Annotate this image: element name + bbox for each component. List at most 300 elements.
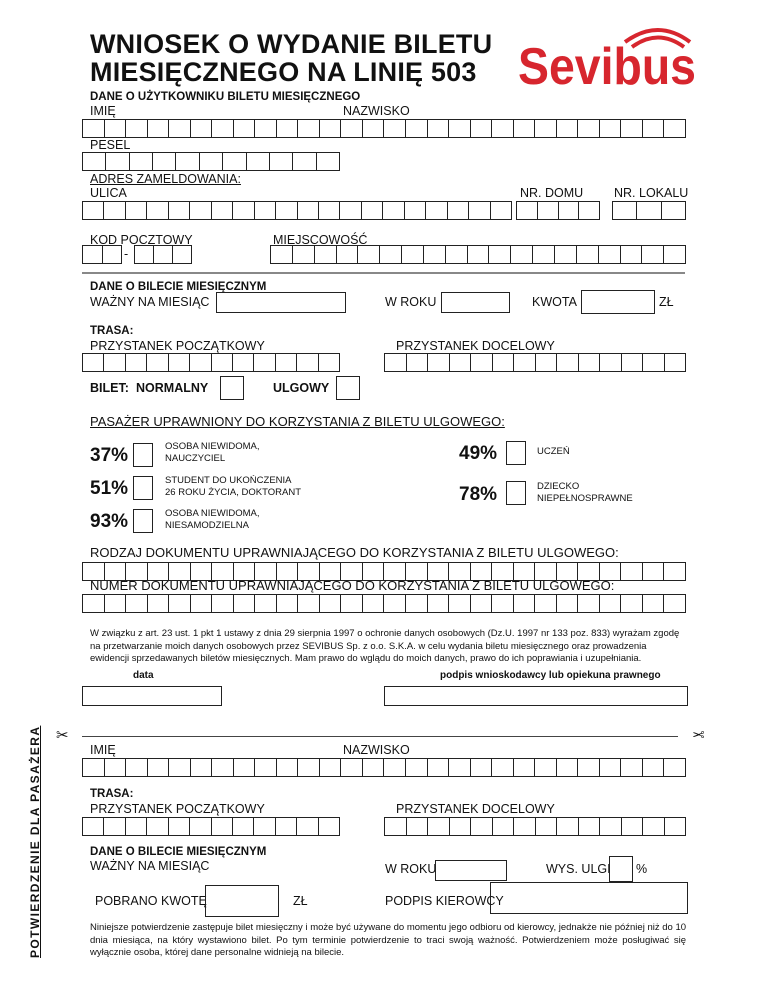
- input-cell[interactable]: [212, 120, 234, 137]
- input-cell[interactable]: [191, 120, 213, 137]
- input-cell[interactable]: [471, 595, 493, 612]
- input-cell[interactable]: [298, 202, 319, 219]
- input-cell[interactable]: [600, 595, 622, 612]
- input-cell[interactable]: [383, 202, 404, 219]
- discount-49-line1: UCZEŃ: [537, 446, 570, 457]
- input-cell[interactable]: [448, 202, 469, 219]
- input-cell[interactable]: [579, 202, 599, 219]
- input-cell[interactable]: [254, 354, 275, 371]
- input-cell[interactable]: [135, 246, 154, 263]
- input-cell[interactable]: [363, 759, 385, 776]
- input-cell[interactable]: [340, 202, 361, 219]
- input-cell[interactable]: [320, 595, 342, 612]
- input-cell[interactable]: [105, 120, 127, 137]
- date-input[interactable]: [82, 686, 222, 706]
- discount-37-line2: NAUCZYCIEL: [165, 453, 226, 464]
- input-cell[interactable]: [319, 354, 339, 371]
- discount-93-line2: NIESAMODZIELNA: [165, 520, 249, 531]
- discount-93-checkbox[interactable]: [133, 509, 153, 533]
- input-cell[interactable]: [126, 120, 148, 137]
- valid-month-label: WAŻNY NA MIESIĄC: [90, 295, 210, 309]
- input-cell[interactable]: [469, 202, 490, 219]
- input-cell[interactable]: [212, 354, 233, 371]
- input-cell[interactable]: [341, 120, 363, 137]
- street-input-cells[interactable]: [82, 201, 512, 220]
- input-cell[interactable]: [621, 246, 643, 263]
- input-cell[interactable]: [492, 759, 514, 776]
- input-cell[interactable]: [621, 563, 643, 580]
- input-cell[interactable]: [271, 246, 293, 263]
- input-cell[interactable]: [83, 153, 106, 170]
- input-cell[interactable]: [153, 153, 176, 170]
- last-name-label: NAZWISKO: [343, 104, 410, 118]
- input-cell[interactable]: [126, 202, 147, 219]
- input-cell[interactable]: [147, 818, 168, 835]
- driver-signature-label: PODPIS KIEROWCY: [385, 894, 504, 908]
- input-cell[interactable]: [385, 818, 407, 835]
- input-cell[interactable]: [557, 759, 579, 776]
- input-cell[interactable]: [600, 818, 622, 835]
- confirm-name-input-cells[interactable]: [82, 758, 686, 777]
- city-input-cells[interactable]: [270, 245, 686, 264]
- discount-93-line1: OSOBA NIEWIDOMA,: [165, 508, 260, 519]
- input-cell[interactable]: [362, 202, 383, 219]
- input-cell[interactable]: [536, 354, 558, 371]
- address-label: ADRES ZAMELDOWANIA:: [90, 172, 241, 186]
- input-cell[interactable]: [557, 818, 579, 835]
- input-cell[interactable]: [557, 120, 579, 137]
- input-cell[interactable]: [130, 153, 153, 170]
- scissors-icon: ✂: [56, 727, 69, 744]
- input-cell[interactable]: [320, 120, 342, 137]
- house-number-label: NR. DOMU: [520, 186, 584, 200]
- input-cell[interactable]: [319, 818, 339, 835]
- pesel-label: PESEL: [90, 138, 131, 152]
- input-cell[interactable]: [643, 759, 665, 776]
- input-cell[interactable]: [169, 354, 190, 371]
- sevibus-logo: [518, 22, 698, 92]
- input-cell[interactable]: [126, 818, 147, 835]
- consent-text: W związku z art. 23 ust. 1 pkt 1 ustawy z dnia 29 sierpnia 1997 o ochronie danych osobowych (Dz.U. 1997 nr 133 poz. 833) wyrażam zgodę na przetwarzanie moich danych osobowych przez SEVIBUS Sp. z o.o. S.K.A. w celu wydania biletu miesięcznego oraz prowadzenia ewidencji sprzedawanych biletów miesięcznych. Mam prawo do wglądu do moich danych, prawo do ich poprawiania i uzupełniania.: [90, 628, 680, 664]
- discount-78-percent: 78%: [459, 484, 498, 505]
- input-cell[interactable]: [664, 120, 685, 137]
- input-cell[interactable]: [277, 595, 299, 612]
- confirmation-footer-text: Niniejsze potwierdzenie zastępuje bilet miesięczny i może być używane do momentu jego odbioru od kierowcy, jednakże nie później niż do 10 dnia miesiąca, na który wystawiono bilet. Po tym terminie potwierdzenie to traci swoją ważność. Potwierdzeniem może posługiwać się wyłącznie osoba, której dane personalne widnieją na bilecie.: [90, 922, 687, 958]
- input-cell[interactable]: [247, 153, 270, 170]
- confirm-year-input[interactable]: [435, 860, 507, 881]
- input-cell[interactable]: [380, 246, 402, 263]
- input-cell[interactable]: [535, 759, 557, 776]
- input-cell[interactable]: [664, 246, 685, 263]
- input-cell[interactable]: [600, 759, 622, 776]
- input-cell[interactable]: [83, 354, 104, 371]
- input-cell[interactable]: [169, 818, 190, 835]
- input-cell[interactable]: [384, 120, 406, 137]
- input-cell[interactable]: [83, 246, 103, 263]
- input-cell[interactable]: [517, 202, 538, 219]
- input-cell[interactable]: [471, 759, 493, 776]
- input-cell[interactable]: [126, 759, 148, 776]
- input-cell[interactable]: [255, 120, 277, 137]
- postal-code-dash: -: [124, 247, 129, 261]
- postal-code-input-cells-a[interactable]: [82, 245, 122, 264]
- input-cell[interactable]: [169, 759, 191, 776]
- input-cell[interactable]: [276, 202, 297, 219]
- input-cell[interactable]: [270, 153, 293, 170]
- input-cell[interactable]: [599, 246, 621, 263]
- input-cell[interactable]: [105, 595, 127, 612]
- input-cell[interactable]: [664, 759, 685, 776]
- input-cell[interactable]: [297, 818, 318, 835]
- form-title: [90, 30, 492, 86]
- input-cell[interactable]: [212, 818, 233, 835]
- input-cell[interactable]: [406, 595, 428, 612]
- input-cell[interactable]: [212, 595, 234, 612]
- input-cell[interactable]: [665, 354, 686, 371]
- amount-collected-input[interactable]: [205, 885, 279, 917]
- input-cell[interactable]: [191, 595, 213, 612]
- input-cell[interactable]: [643, 120, 665, 137]
- input-cell[interactable]: [315, 246, 337, 263]
- document-type-label: RODZAJ DOKUMENTU UPRAWNIAJĄCEGO DO KORZYSTANIA Z BILETU ULGOWEGO:: [90, 545, 619, 560]
- input-cell[interactable]: [535, 120, 557, 137]
- eligible-heading: PASAŻER UPRAWNIONY DO KORZYSTANIA Z BILETU ULGOWEGO:: [90, 414, 505, 429]
- input-cell[interactable]: [212, 759, 234, 776]
- confirm-start-stop-input-cells[interactable]: [82, 817, 340, 836]
- input-cell[interactable]: [535, 595, 557, 612]
- input-cell[interactable]: [169, 120, 191, 137]
- valid-month-input[interactable]: [216, 292, 346, 313]
- input-cell[interactable]: [471, 818, 493, 835]
- input-cell[interactable]: [579, 818, 601, 835]
- input-cell[interactable]: [255, 595, 277, 612]
- input-cell[interactable]: [449, 120, 471, 137]
- input-cell[interactable]: [577, 246, 599, 263]
- confirm-first-name-label: IMIĘ: [90, 743, 116, 757]
- brand-name: Sevibus: [518, 38, 696, 92]
- discount-51-line2: 26 ROKU ŻYCIA, DOKTORANT: [165, 487, 302, 498]
- input-cell[interactable]: [83, 595, 105, 612]
- input-cell[interactable]: [533, 246, 555, 263]
- normal-ticket-checkbox[interactable]: [220, 376, 244, 400]
- input-cell[interactable]: [233, 202, 254, 219]
- input-cell[interactable]: [255, 759, 277, 776]
- input-cell[interactable]: [212, 202, 233, 219]
- input-cell[interactable]: [407, 818, 429, 835]
- input-cell[interactable]: [600, 354, 622, 371]
- input-cell[interactable]: [514, 759, 536, 776]
- input-cell[interactable]: [234, 595, 256, 612]
- discount-level-input[interactable]: [609, 856, 633, 882]
- input-cell[interactable]: [492, 595, 514, 612]
- input-cell[interactable]: [234, 120, 256, 137]
- currency-label: ZŁ: [659, 295, 674, 309]
- input-cell[interactable]: [277, 120, 299, 137]
- input-cell[interactable]: [190, 202, 211, 219]
- input-cell[interactable]: [468, 246, 490, 263]
- input-cell[interactable]: [428, 595, 450, 612]
- input-cell[interactable]: [148, 595, 170, 612]
- input-cell[interactable]: [173, 246, 191, 263]
- year-input[interactable]: [441, 292, 510, 313]
- input-cell[interactable]: [405, 202, 426, 219]
- input-cell[interactable]: [363, 595, 385, 612]
- input-cell[interactable]: [276, 354, 297, 371]
- input-cell[interactable]: [148, 759, 170, 776]
- name-input-cells[interactable]: [82, 119, 686, 138]
- start-stop-input-cells[interactable]: [82, 353, 340, 372]
- signature-label: podpis wnioskodawcy lub opiekuna prawnego: [440, 670, 661, 681]
- input-cell[interactable]: [83, 120, 105, 137]
- confirm-end-stop-input-cells[interactable]: [384, 817, 686, 836]
- input-cell[interactable]: [277, 759, 299, 776]
- discount-51-line1: STUDENT DO UKOŃCZENIA: [165, 475, 292, 486]
- document-number-input-cells[interactable]: [82, 594, 686, 613]
- user-section-heading: DANE O UŻYTKOWNIKU BILETU MIESIĘCZNEGO: [90, 91, 361, 103]
- input-cell[interactable]: [406, 120, 428, 137]
- section-divider: [82, 272, 685, 274]
- pesel-input-cells[interactable]: [82, 152, 340, 171]
- discount-level-label: WYS. ULGI: [546, 862, 611, 876]
- input-cell[interactable]: [276, 818, 297, 835]
- input-cell[interactable]: [104, 354, 125, 371]
- amount-label: KWOTA: [532, 295, 577, 309]
- confirm-ticket-heading: DANE O BILECIE MIESIĘCZNYM: [90, 846, 267, 858]
- input-cell[interactable]: [234, 759, 256, 776]
- input-cell[interactable]: [297, 354, 318, 371]
- start-stop-label: PRZYSTANEK POCZĄTKOWY: [90, 339, 265, 353]
- input-cell[interactable]: [293, 246, 315, 263]
- passenger-confirmation-label: POTWIERDZENIE DLA PASAŻERA: [28, 725, 42, 958]
- input-cell[interactable]: [406, 759, 428, 776]
- confirm-year-label: W ROKU: [385, 862, 437, 876]
- confirm-route-heading: TRASA:: [90, 788, 134, 800]
- input-cell[interactable]: [622, 818, 644, 835]
- driver-signature-input[interactable]: [490, 882, 688, 914]
- postal-code-label: KOD POCZTOWY: [90, 233, 193, 247]
- discount-49-checkbox[interactable]: [506, 441, 526, 465]
- house-number-input-cells[interactable]: [516, 201, 600, 220]
- input-cell[interactable]: [169, 595, 191, 612]
- input-cell[interactable]: [557, 595, 579, 612]
- discount-51-checkbox[interactable]: [133, 476, 153, 500]
- cut-line: [82, 736, 678, 737]
- input-cell[interactable]: [298, 595, 320, 612]
- input-cell[interactable]: [578, 120, 600, 137]
- input-cell[interactable]: [200, 153, 223, 170]
- input-cell[interactable]: [514, 354, 536, 371]
- input-cell[interactable]: [622, 354, 644, 371]
- input-cell[interactable]: [642, 246, 664, 263]
- input-cell[interactable]: [555, 246, 577, 263]
- reduced-ticket-label: ULGOWY: [273, 381, 330, 395]
- input-cell[interactable]: [446, 246, 468, 263]
- input-cell[interactable]: [293, 153, 316, 170]
- input-cell[interactable]: [637, 202, 661, 219]
- input-cell[interactable]: [489, 246, 511, 263]
- input-cell[interactable]: [385, 354, 407, 371]
- input-cell[interactable]: [298, 120, 320, 137]
- input-cell[interactable]: [428, 818, 450, 835]
- input-cell[interactable]: [665, 818, 686, 835]
- input-cell[interactable]: [104, 818, 125, 835]
- input-cell[interactable]: [103, 246, 122, 263]
- input-cell[interactable]: [341, 595, 363, 612]
- input-cell[interactable]: [191, 759, 213, 776]
- input-cell[interactable]: [147, 354, 168, 371]
- input-cell[interactable]: [233, 818, 254, 835]
- input-cell[interactable]: [407, 354, 429, 371]
- discount-78-line1: DZIECKO: [537, 481, 580, 492]
- input-cell[interactable]: [471, 354, 493, 371]
- input-cell[interactable]: [147, 202, 168, 219]
- input-cell[interactable]: [514, 595, 536, 612]
- input-cell[interactable]: [363, 120, 385, 137]
- discount-49-desc: [537, 446, 570, 458]
- input-cell[interactable]: [643, 595, 665, 612]
- input-cell[interactable]: [621, 595, 643, 612]
- discount-37-desc: [165, 441, 260, 465]
- postal-code-input-cells-b[interactable]: [134, 245, 192, 264]
- scissors-icon-right: ✂: [692, 727, 705, 744]
- input-cell[interactable]: [511, 246, 533, 263]
- document-number-label: NUMER DOKUMENTU UPRAWNIAJĄCEGO DO KORZYSTANIA Z BILETU ULGOWEGO:: [90, 578, 615, 593]
- input-cell[interactable]: [83, 202, 104, 219]
- input-cell[interactable]: [621, 120, 643, 137]
- input-cell[interactable]: [320, 759, 342, 776]
- input-cell[interactable]: [450, 354, 472, 371]
- form-title-line2: MIESIĘCZNEGO NA LINIĘ 503: [90, 57, 477, 87]
- input-cell[interactable]: [426, 202, 447, 219]
- input-cell[interactable]: [255, 202, 276, 219]
- ticket-type-label: BILET:: [90, 381, 129, 395]
- input-cell[interactable]: [613, 202, 637, 219]
- input-cell[interactable]: [428, 120, 450, 137]
- year-label: W ROKU: [385, 295, 437, 309]
- input-cell[interactable]: [104, 202, 125, 219]
- input-cell[interactable]: [148, 120, 170, 137]
- first-name-label: IMIĘ: [90, 104, 116, 118]
- input-cell[interactable]: [176, 153, 199, 170]
- input-cell[interactable]: [126, 354, 147, 371]
- confirm-currency-label: ZŁ: [293, 894, 308, 908]
- input-cell[interactable]: [254, 818, 275, 835]
- input-cell[interactable]: [662, 202, 685, 219]
- discount-51-percent: 51%: [90, 478, 129, 499]
- input-cell[interactable]: [384, 759, 406, 776]
- discount-78-line2: NIEPEŁNOSPRAWNE: [537, 493, 633, 504]
- discount-37-line1: OSOBA NIEWIDOMA,: [165, 441, 260, 452]
- input-cell[interactable]: [471, 120, 493, 137]
- input-cell[interactable]: [493, 818, 515, 835]
- input-cell[interactable]: [83, 818, 104, 835]
- apartment-number-input-cells[interactable]: [612, 201, 686, 220]
- normal-ticket-label: NORMALNY: [136, 381, 209, 395]
- input-cell[interactable]: [514, 120, 536, 137]
- input-cell[interactable]: [106, 153, 129, 170]
- amount-input[interactable]: [581, 290, 655, 314]
- route-heading: TRASA:: [90, 325, 134, 337]
- end-stop-label: PRZYSTANEK DOCELOWY: [396, 339, 555, 353]
- discount-37-percent: 37%: [90, 445, 129, 466]
- discount-78-desc: [537, 481, 633, 505]
- apartment-number-label: NR. LOKALU: [614, 186, 689, 200]
- discount-93-desc: [165, 508, 260, 532]
- input-cell[interactable]: [126, 595, 148, 612]
- ticket-section-heading: DANE O BILECIE MIESIĘCZNYM: [90, 281, 267, 293]
- reduced-ticket-checkbox[interactable]: [336, 376, 360, 400]
- input-cell[interactable]: [83, 759, 105, 776]
- input-cell[interactable]: [105, 759, 127, 776]
- input-cell[interactable]: [578, 759, 600, 776]
- input-cell[interactable]: [538, 202, 559, 219]
- input-cell[interactable]: [319, 202, 340, 219]
- input-cell[interactable]: [643, 818, 665, 835]
- discount-37-checkbox[interactable]: [133, 443, 153, 467]
- input-cell[interactable]: [449, 759, 471, 776]
- input-cell[interactable]: [223, 153, 246, 170]
- input-cell[interactable]: [491, 202, 511, 219]
- input-cell[interactable]: [449, 595, 471, 612]
- discount-78-checkbox[interactable]: [506, 481, 526, 505]
- percent-sign: %: [636, 862, 648, 876]
- input-cell[interactable]: [579, 354, 601, 371]
- input-cell[interactable]: [536, 818, 558, 835]
- input-cell[interactable]: [424, 246, 446, 263]
- input-cell[interactable]: [169, 202, 190, 219]
- input-cell[interactable]: [559, 202, 580, 219]
- input-cell[interactable]: [664, 563, 685, 580]
- street-label: ULICA: [90, 186, 127, 200]
- input-cell[interactable]: [428, 759, 450, 776]
- input-cell[interactable]: [578, 595, 600, 612]
- discount-93-percent: 93%: [90, 511, 129, 532]
- input-cell[interactable]: [154, 246, 173, 263]
- discount-49-percent: 49%: [459, 443, 498, 464]
- input-cell[interactable]: [190, 354, 211, 371]
- input-cell[interactable]: [428, 354, 450, 371]
- input-cell[interactable]: [493, 354, 515, 371]
- confirm-start-stop-label: PRZYSTANEK POCZĄTKOWY: [90, 802, 265, 816]
- confirm-valid-month-label: WAŻNY NA MIESIĄC: [90, 859, 210, 873]
- input-cell[interactable]: [402, 246, 424, 263]
- input-cell[interactable]: [233, 354, 254, 371]
- end-stop-input-cells[interactable]: [384, 353, 686, 372]
- input-cell[interactable]: [664, 595, 685, 612]
- input-cell[interactable]: [317, 153, 339, 170]
- input-cell[interactable]: [643, 354, 665, 371]
- input-cell[interactable]: [384, 595, 406, 612]
- input-cell[interactable]: [190, 818, 211, 835]
- input-cell[interactable]: [337, 246, 359, 263]
- input-cell[interactable]: [643, 563, 665, 580]
- input-cell[interactable]: [492, 120, 514, 137]
- city-label: MIEJSCOWOŚĆ: [273, 233, 368, 247]
- input-cell[interactable]: [621, 759, 643, 776]
- confirm-last-name-label: NAZWISKO: [343, 743, 410, 757]
- input-cell[interactable]: [341, 759, 363, 776]
- input-cell[interactable]: [298, 759, 320, 776]
- signature-input[interactable]: [384, 686, 688, 706]
- input-cell[interactable]: [600, 120, 622, 137]
- input-cell[interactable]: [514, 818, 536, 835]
- input-cell[interactable]: [358, 246, 380, 263]
- form-title-line1: WNIOSEK O WYDANIE BILETU: [90, 29, 493, 59]
- input-cell[interactable]: [450, 818, 472, 835]
- discount-51-desc: [165, 475, 301, 499]
- input-cell[interactable]: [557, 354, 579, 371]
- confirm-end-stop-label: PRZYSTANEK DOCELOWY: [396, 802, 555, 816]
